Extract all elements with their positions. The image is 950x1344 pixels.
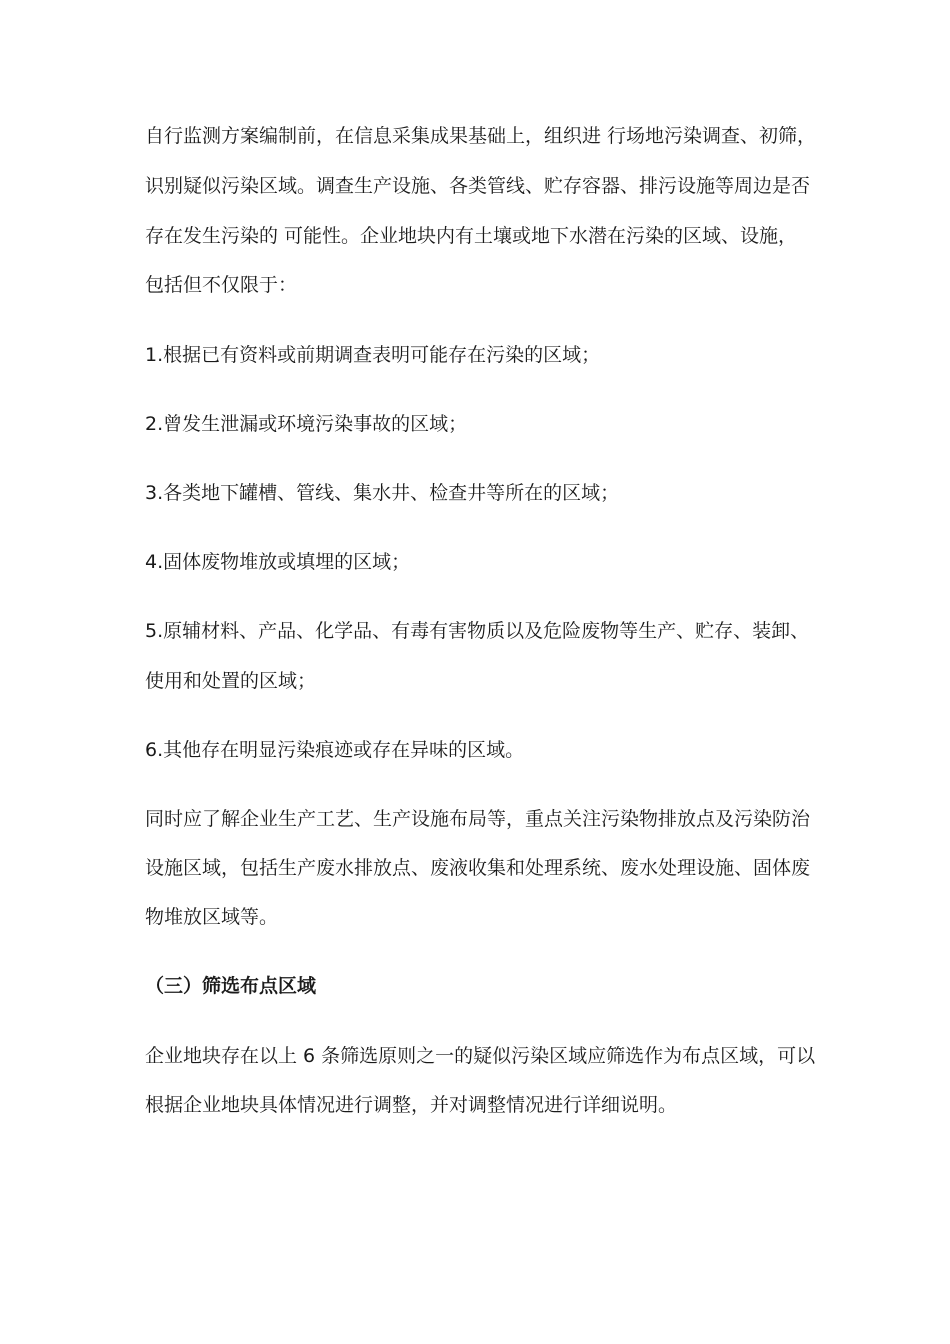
- closing-line: 企业地块存在以上 6 条筛选原则之一的疑似污染区域应筛选作为布点区域，可以: [145, 1045, 816, 1067]
- list-item: 1.根据已有资料或前期调查表明可能存在污染的区域；: [145, 344, 601, 366]
- intro-line: 包括但不仅限于：: [145, 274, 298, 296]
- list-item: 2.曾发生泄漏或环境污染事故的区域；: [145, 413, 468, 435]
- followup-line: 同时应了解企业生产工艺、生产设施布局等，重点关注污染物排放点及污染防治: [145, 808, 811, 830]
- list-item: 4.固体废物堆放或填埋的区域；: [145, 551, 411, 573]
- followup-line: 设施区域，包括生产废水排放点、废液收集和处理系统、废水处理设施、固体废: [145, 857, 811, 879]
- intro-line: 存在发生污染的 可能性。企业地块内有土壤或地下水潜在污染的区域、设施，: [145, 225, 798, 247]
- list-item: 3.各类地下罐槽、管线、集水井、检查井等所在的区域；: [145, 482, 620, 504]
- list-item-continuation: 使用和处置的区域；: [145, 670, 317, 692]
- list-item: 5.原辅材料、产品、化学品、有毒有害物质以及危险废物等生产、贮存、装卸、: [145, 620, 810, 642]
- section-heading: （三）筛选布点区域: [145, 975, 317, 997]
- intro-line: 识别疑似污染区域。调查生产设施、各类管线、贮存容器、排污设施等周边是否: [145, 175, 811, 197]
- list-item: 6.其他存在明显污染痕迹或存在异味的区域。: [145, 739, 525, 761]
- followup-line: 物堆放区域等。: [145, 906, 279, 928]
- closing-line: 根据企业地块具体情况进行调整，并对调整情况进行详细说明。: [145, 1094, 678, 1116]
- intro-line: 自行监测方案编制前，在信息采集成果基础上，组织进 行场地污染调查、初筛，: [145, 125, 817, 147]
